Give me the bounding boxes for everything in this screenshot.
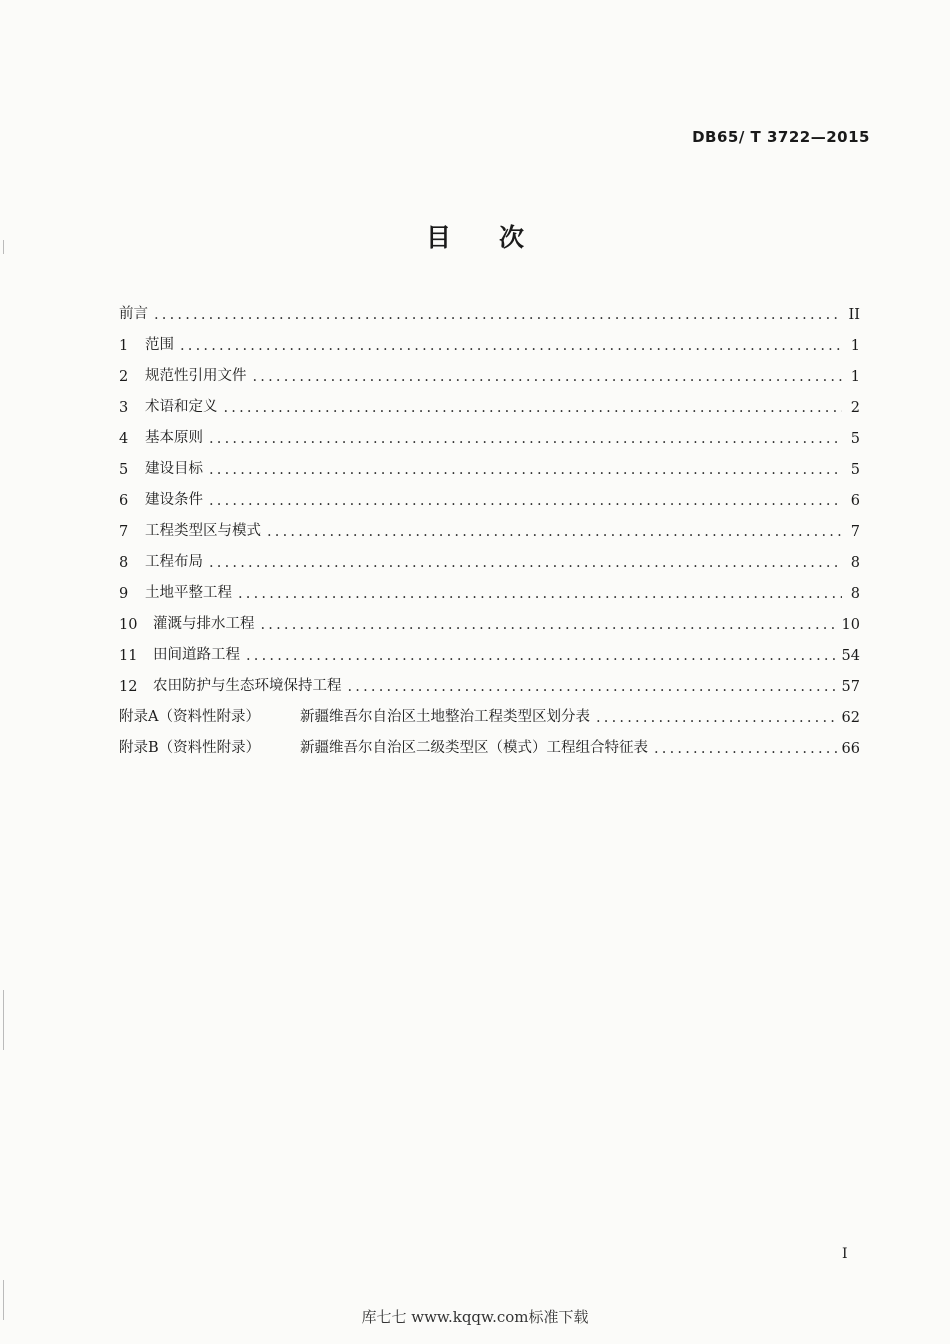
toc-entry-page: 8 (850, 586, 860, 602)
toc-entry-label: 农田防护与生态环境保持工程 (153, 678, 342, 694)
toc-entry-label: 前言 (119, 306, 148, 322)
toc-entry-number: 8 (119, 555, 129, 571)
toc-title: 目次 (425, 223, 572, 252)
toc-leader-dots (253, 369, 843, 385)
toc-entry-10[interactable] (119, 602, 860, 633)
toc-leader-dots (209, 555, 842, 571)
toc-entry-page: II (848, 307, 860, 323)
toc-entry-page: 10 (841, 617, 860, 633)
toc-entry-8[interactable] (119, 540, 860, 571)
toc-entry-number: 9 (119, 586, 129, 602)
toc-entry-number: 10 (119, 617, 138, 633)
table-of-contents (119, 292, 860, 757)
toc-leader-dots (267, 524, 842, 540)
toc-entry-number: 11 (119, 648, 138, 664)
toc-entry-page: 7 (850, 524, 860, 540)
toc-entry-page: 57 (841, 679, 860, 695)
toc-entry-12[interactable] (119, 664, 860, 695)
toc-entry-label: 范围 (145, 337, 174, 353)
toc-leader-dots (654, 741, 838, 757)
toc-leader-dots (209, 493, 842, 509)
toc-entry-foreword[interactable] (119, 292, 860, 323)
toc-entry-label: 新疆维吾尔自治区土地整治工程类型区划分表 (300, 709, 590, 725)
scan-mark-left-2 (3, 990, 4, 1050)
toc-entry-label: 灌溉与排水工程 (153, 616, 255, 632)
toc-entry-number: 1 (119, 338, 129, 354)
toc-entry-label: 规范性引用文件 (145, 368, 247, 384)
toc-leader-dots (209, 431, 842, 447)
toc-entry-label: 工程类型区与模式 (145, 523, 261, 539)
toc-entry-appendix-b[interactable] (119, 726, 860, 757)
toc-leader-dots (209, 462, 842, 478)
toc-entry-2[interactable] (119, 354, 860, 385)
toc-entry-number: 4 (119, 431, 129, 447)
toc-entry-number: 12 (119, 679, 138, 695)
toc-leader-dots (238, 586, 842, 602)
toc-entry-number: 5 (119, 462, 129, 478)
document-code: DB65/ T 3722—2015 (692, 128, 870, 146)
toc-entry-page: 8 (850, 555, 860, 571)
toc-appendix-number: 附录B（资料性附录） (119, 740, 261, 756)
toc-entry-label: 建设目标 (145, 461, 203, 477)
toc-entry-page: 1 (850, 369, 860, 385)
toc-entry-label: 工程布局 (145, 554, 203, 570)
toc-leader-dots (596, 710, 838, 726)
toc-leader-dots (154, 307, 842, 323)
toc-leader-dots (224, 400, 843, 416)
toc-entry-number: 3 (119, 400, 129, 416)
toc-entry-page: 62 (841, 710, 860, 726)
toc-entry-number: 7 (119, 524, 129, 540)
footer-watermark: 库七七 www.kqqw.com标准下载 (361, 1308, 589, 1326)
toc-entry-label: 田间道路工程 (153, 647, 240, 663)
toc-entry-page: 1 (850, 338, 860, 354)
toc-entry-page: 5 (850, 462, 860, 478)
toc-entry-page: 66 (841, 741, 860, 757)
toc-entry-page: 6 (850, 493, 860, 509)
page-number: I (842, 1246, 848, 1262)
toc-leader-dots (261, 617, 838, 633)
toc-entry-6[interactable] (119, 478, 860, 509)
toc-leader-dots (348, 679, 838, 695)
toc-entry-label: 土地平整工程 (145, 585, 232, 601)
toc-appendix-number: 附录A（资料性附录） (119, 709, 260, 725)
toc-entry-page: 5 (850, 431, 860, 447)
toc-entry-label: 基本原则 (145, 430, 203, 446)
toc-entry-7[interactable] (119, 509, 860, 540)
toc-entry-label: 建设条件 (145, 492, 203, 508)
toc-entry-11[interactable] (119, 633, 860, 664)
toc-entry-label: 新疆维吾尔自治区二级类型区（模式）工程组合特征表 (300, 740, 648, 756)
toc-entry-page: 54 (841, 648, 860, 664)
toc-entry-number: 6 (119, 493, 129, 509)
toc-entry-5[interactable] (119, 447, 860, 478)
toc-entry-page: 2 (850, 400, 860, 416)
toc-leader-dots (246, 648, 838, 664)
toc-entry-appendix-a[interactable] (119, 695, 860, 726)
toc-leader-dots (180, 338, 842, 354)
toc-entry-label: 术语和定义 (145, 399, 218, 415)
toc-entry-1[interactable] (119, 323, 860, 354)
toc-entry-4[interactable] (119, 416, 860, 447)
toc-entry-number: 2 (119, 369, 129, 385)
toc-entry-3[interactable] (119, 385, 860, 416)
toc-entry-9[interactable] (119, 571, 860, 602)
